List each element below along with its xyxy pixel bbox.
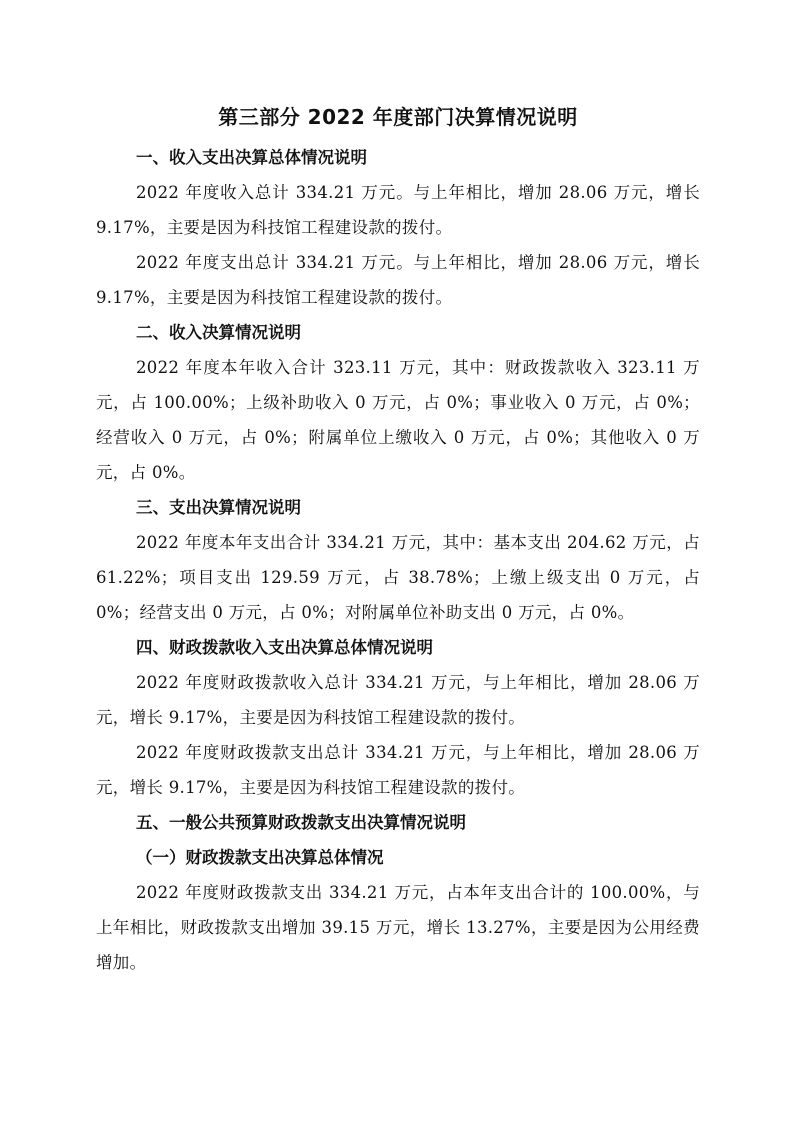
section-heading-income: 二、收入决算情况说明: [136, 323, 301, 342]
paragraph-income-total: 2022 年度收入总计 334.21 万元。与上年相比，增加 28.06 万元，增长 9.17%，主要是因为科技馆工程建设款的拨付。: [96, 183, 700, 237]
subsection-heading-fiscal-expense-overall: （一）财政拨款支出决算总体情况: [136, 848, 384, 867]
paragraph-expense-detail: 2022 年度本年支出合计 334.21 万元，其中：基本支出 204.62 万元，占 61.22%；项目支出 129.59 万元，占 38.78%；上缴上级支出 0 万元，占 0%；经营支出 0 万元，占 0%；对附属单位补助支出 0 万元，占 0%。: [96, 533, 700, 622]
section-heading-expense: 三、支出决算情况说明: [136, 498, 301, 517]
document-page: [96, 100, 700, 980]
document-title: 第三部分 2022 年度部门决算情况说明: [218, 105, 578, 129]
paragraph-income-detail: 2022 年度本年收入合计 323.11 万元，其中：财政拨款收入 323.11 万元，占 100.00%；上级补助收入 0 万元，占 0%；事业收入 0 万元，占 0%；经营收入 0 万元，占 0%；附属单位上缴收入 0 万元，占 0%；其他收入 0 万元，占 0%。: [96, 358, 700, 482]
paragraph-fiscal-income: 2022 年度财政拨款收入总计 334.21 万元，与上年相比，增加 28.06 万元，增长 9.17%，主要是因为科技馆工程建设款的拨付。: [96, 673, 700, 727]
paragraph-fiscal-expense-overall: 2022 年度财政拨款支出 334.21 万元，占本年支出合计的 100.00%，与上年相比，财政拨款支出增加 39.15 万元，增长 13.27%，主要是因为公用经费增加。: [96, 883, 700, 972]
paragraph-fiscal-expense: 2022 年度财政拨款支出总计 334.21 万元，与上年相比，增加 28.06 万元，增长 9.17%，主要是因为科技馆工程建设款的拨付。: [96, 743, 700, 797]
section-heading-general-budget: 五、一般公共预算财政拨款支出决算情况说明: [136, 813, 466, 832]
section-heading-fiscal-overview: 四、财政拨款收入支出决算总体情况说明: [136, 638, 433, 657]
paragraph-expense-total: 2022 年度支出总计 334.21 万元。与上年相比，增加 28.06 万元，增长 9.17%，主要是因为科技馆工程建设款的拨付。: [96, 253, 700, 307]
section-heading-income-expense-overview: 一、收入支出决算总体情况说明: [136, 148, 367, 167]
